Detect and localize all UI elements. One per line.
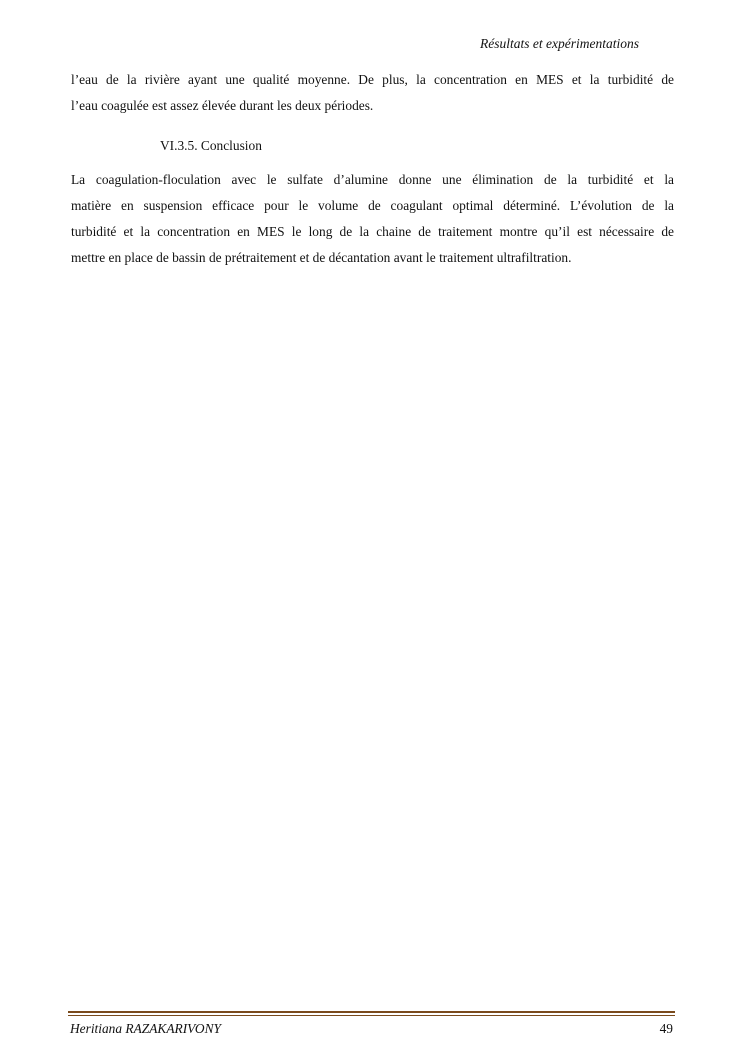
- section-heading: VI.3.5. Conclusion: [160, 138, 262, 153]
- paragraph-line: mettre en place de bassin de prétraitement et de décantation avant le traitement ultrafiltration.: [71, 250, 572, 265]
- paragraph-line: turbidité et la concentration en MES le long de la chaine de traitement montre qu’il est nécessaire de: [71, 224, 674, 239]
- conclusion-paragraph: [71, 167, 674, 271]
- intro-paragraph: [71, 67, 674, 119]
- paragraph-line: La coagulation-floculation avec le sulfate d’alumine donne une élimination de la turbidité et la: [71, 172, 674, 187]
- paragraph-line: matière en suspension efficace pour le volume de coagulant optimal déterminé. L’évolution de la: [71, 198, 674, 213]
- paragraph-line: l’eau de la rivière ayant une qualité moyenne. De plus, la concentration en MES et la turbidité de: [71, 72, 674, 87]
- footer-rule: [68, 1011, 675, 1013]
- page-number: 49: [659, 1021, 673, 1036]
- footer-rule-thin: [68, 1015, 675, 1016]
- running-header: Résultats et expérimentations: [480, 36, 639, 51]
- paragraph-line: l’eau coagulée est assez élevée durant les deux périodes.: [71, 98, 374, 113]
- footer-author: Heritiana RAZAKARIVONY: [70, 1021, 221, 1036]
